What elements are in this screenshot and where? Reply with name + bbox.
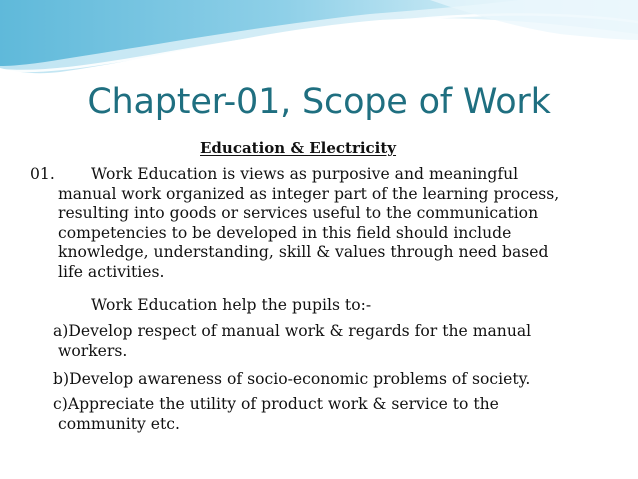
paragraph-body [58, 185, 559, 283]
paragraph-number: 01. [30, 165, 55, 183]
list-item-a-continued: workers. [58, 341, 128, 360]
list-item-a: a)Develop respect of manual work & regards for the manual [53, 322, 532, 340]
slide-title: Chapter-01, Scope of Work [87, 82, 551, 122]
list-item-b: b)Develop awareness of socio-economic problems of society. [53, 370, 531, 388]
paragraph-line: life activities. [58, 262, 165, 281]
list-intro: Work Education help the pupils to:- [91, 296, 372, 314]
paragraph-line: competencies to be developed in this field should include [58, 223, 512, 242]
paragraph-line: manual work organized as integer part of the learning process, [58, 184, 560, 203]
paragraph-line: resulting into goods or services useful to the communication [58, 204, 539, 222]
paragraph-first-line: Work Education is views as purposive and meaningful [91, 165, 519, 183]
list-item-c: c)Appreciate the utility of product work & service to the [53, 395, 499, 413]
slide-subtitle: Education & Electricity [200, 139, 397, 157]
wave-shine [430, 0, 638, 40]
paragraph-line: knowledge, understanding, skill & values through need based [58, 243, 549, 261]
list-item-c-continued: community etc. [58, 414, 180, 433]
